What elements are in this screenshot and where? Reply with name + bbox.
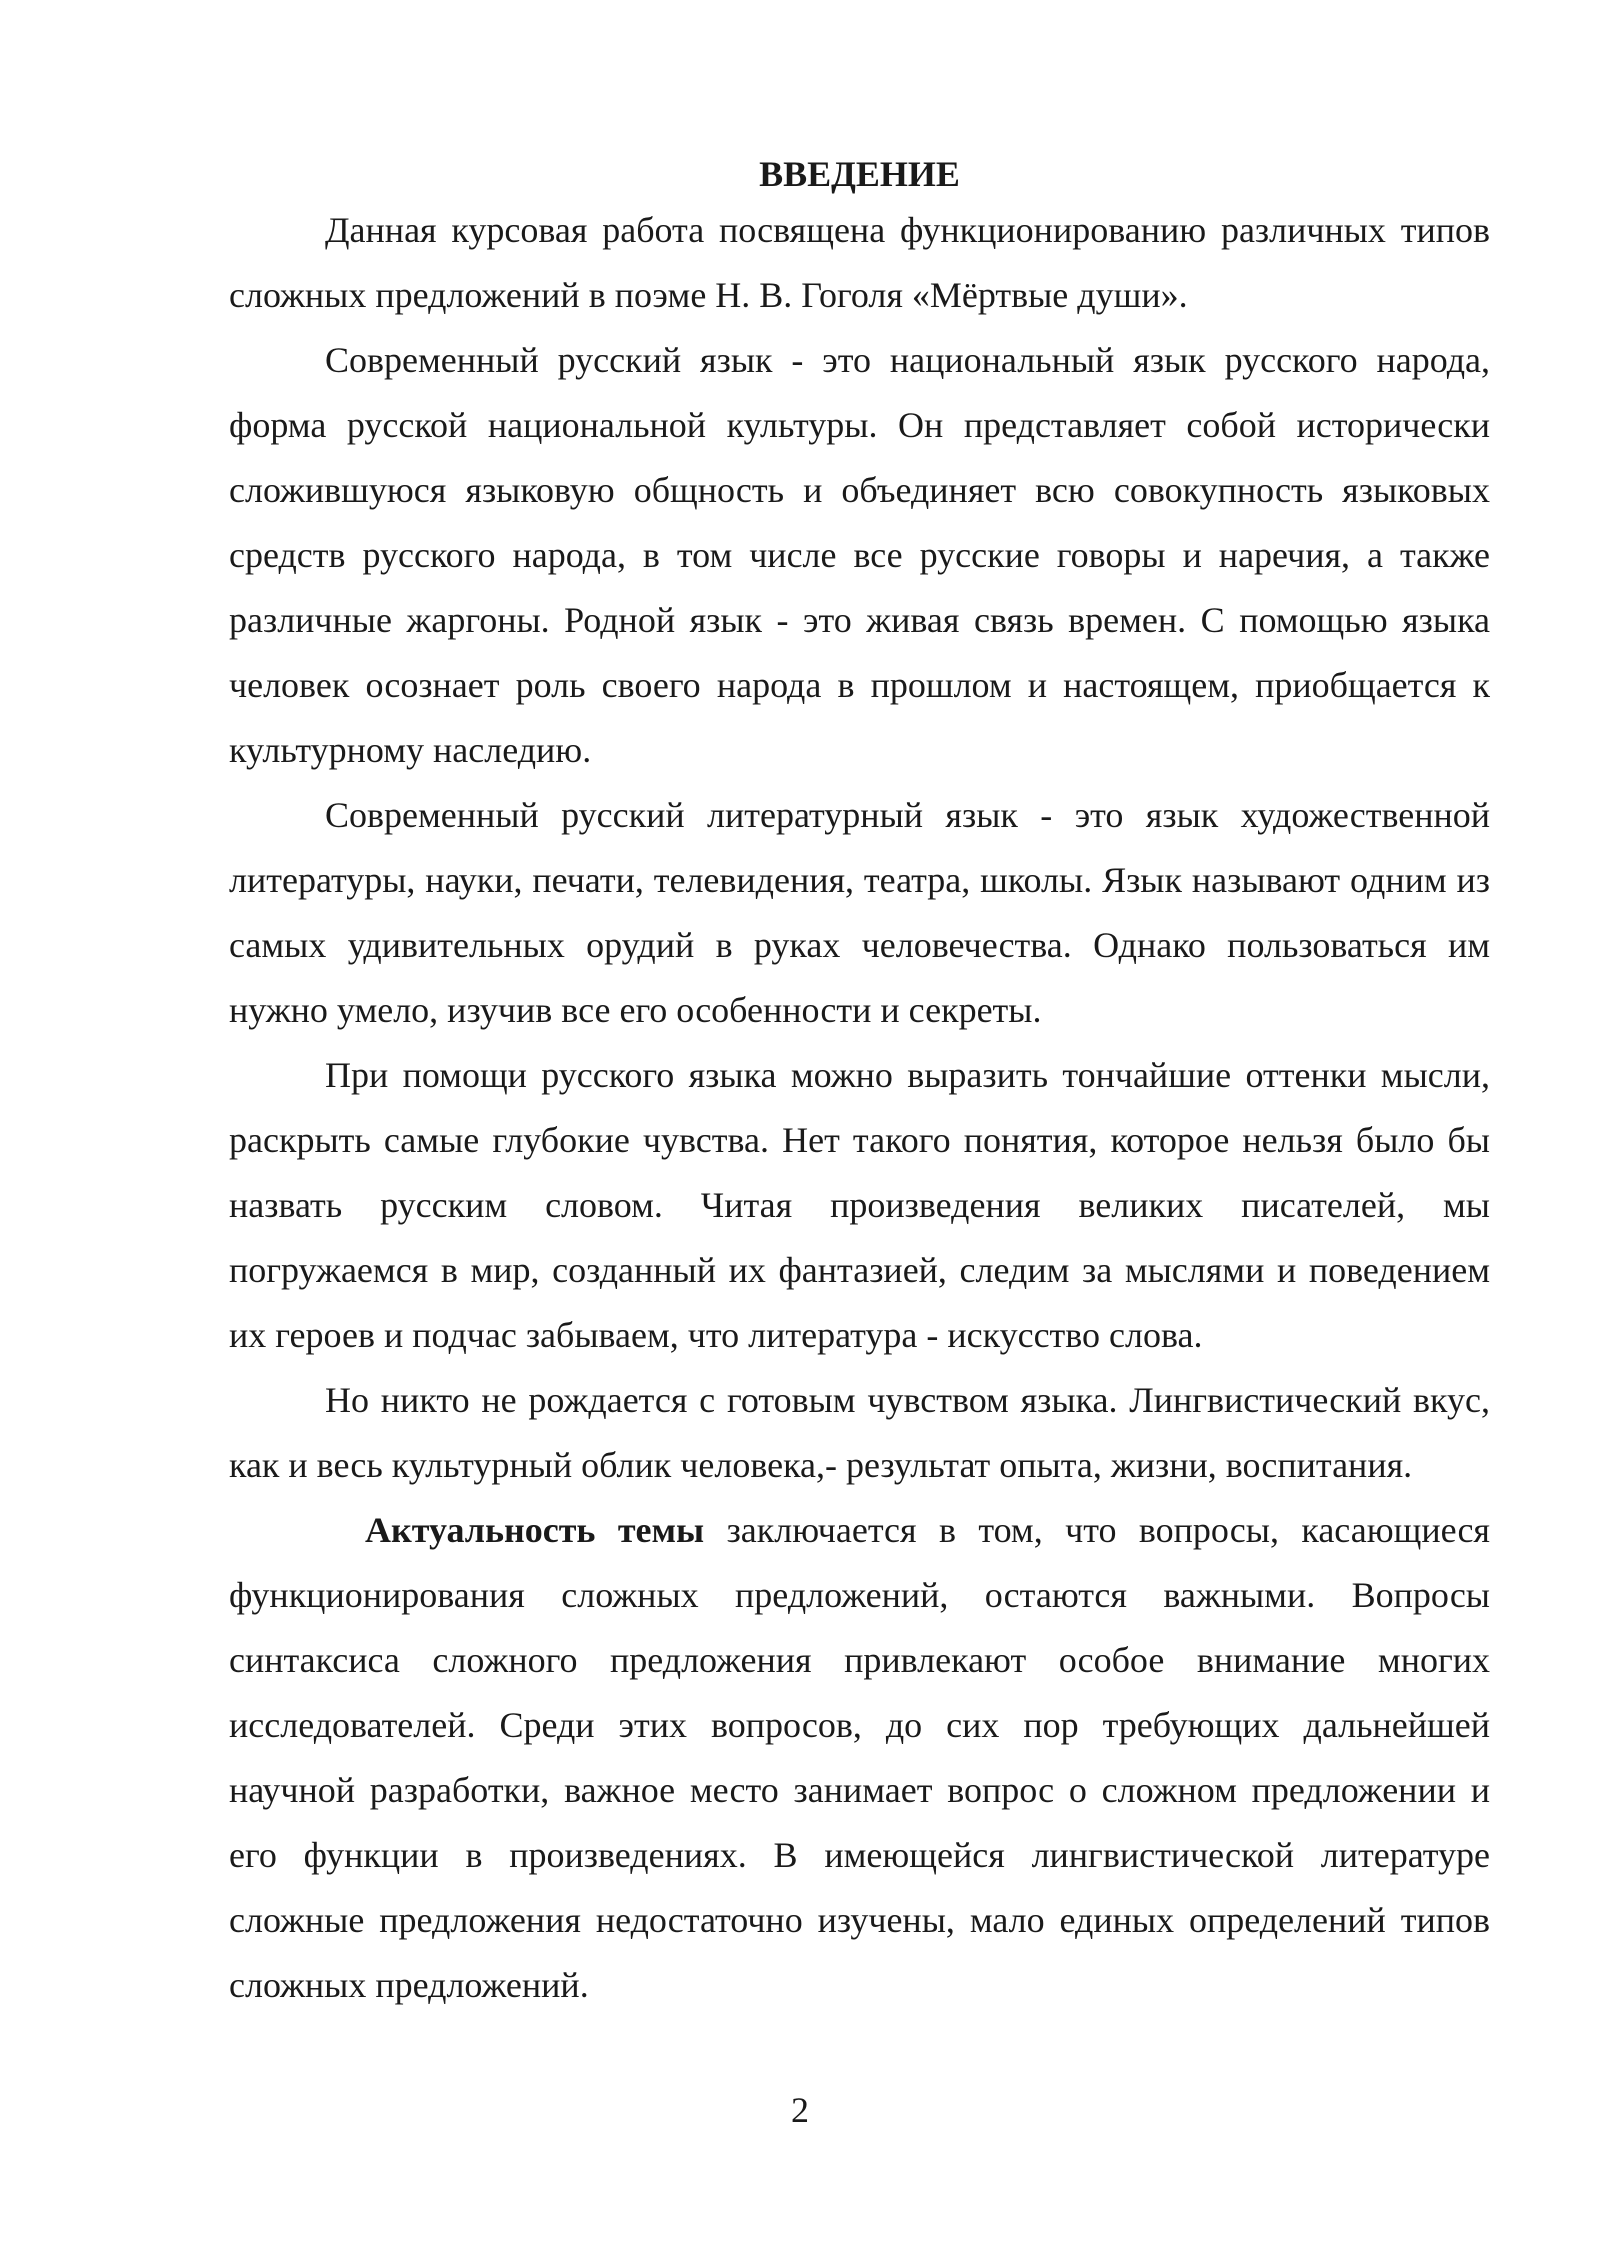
paragraph-5: Но никто не рождается с готовым чувством языка. Лингвистический вкус, как и весь культурный облик человека,- результат опыта, жизни, воспитания. — [229, 1380, 1490, 1485]
paragraph-1: Данная курсовая работа посвящена функционированию различных типов сложных предложений в поэме Н. В. Гоголя «Мёртвые души». — [229, 210, 1490, 315]
paragraph-4: При помощи русского языка можно выразить тончайшие оттенки мысли, раскрыть самые глубокие чувства. Нет такого понятия, которое нельзя было бы назвать русским словом. Читая произведения великих писателей, мы погружаемся в мир, созданный их фантазией, следим за мыслями и поведением их героев и подчас забываем, что литература - искусство слова. — [229, 1055, 1490, 1355]
page-number: 2 — [791, 2090, 809, 2130]
section-heading: ВВЕДЕНИЕ — [759, 154, 960, 194]
relevance-paragraph — [229, 1498, 1490, 2018]
paragraph-2: Современный русский язык - это национальный язык русского народа, форма русской национальной культуры. Он представляет собой исторически сложившуюся языковую общность и объединяет всю совокупность языковых средств русского народа, в том числе все русские говоры и наречия, а также различные жаргоны. Родной язык - это живая связь времен. С помощью языка человек осознает роль своего народа в прошлом и настоящем, приобщается к культурному наследию. — [229, 340, 1490, 770]
paragraph-3: Современный русский литературный язык - это язык художественной литературы, науки, печати, телевидения, театра, школы. Язык называют одним из самых удивительных орудий в руках человечества. Однако пользоваться им нужно умело, изучив все его особенности и секреты. — [229, 795, 1490, 1030]
document-body — [229, 150, 1490, 2018]
relevance-text: заключается в том, что вопросы, касающиеся функционирования сложных предложений, остаются важными. Вопросы синтаксиса сложного предложения привлекают особое внимание многих исследователей. Среди этих вопросов, до сих пор требующих дальнейшей научной разработки, важное место занимает вопрос о сложном предложении и его функции в произведениях. В имеющейся лингвистической литературе сложные предложения недостаточно изучены, мало единых определений типов сложных предложений. — [229, 1510, 1490, 2005]
relevance-lead: Актуальность темы — [365, 1510, 705, 1550]
